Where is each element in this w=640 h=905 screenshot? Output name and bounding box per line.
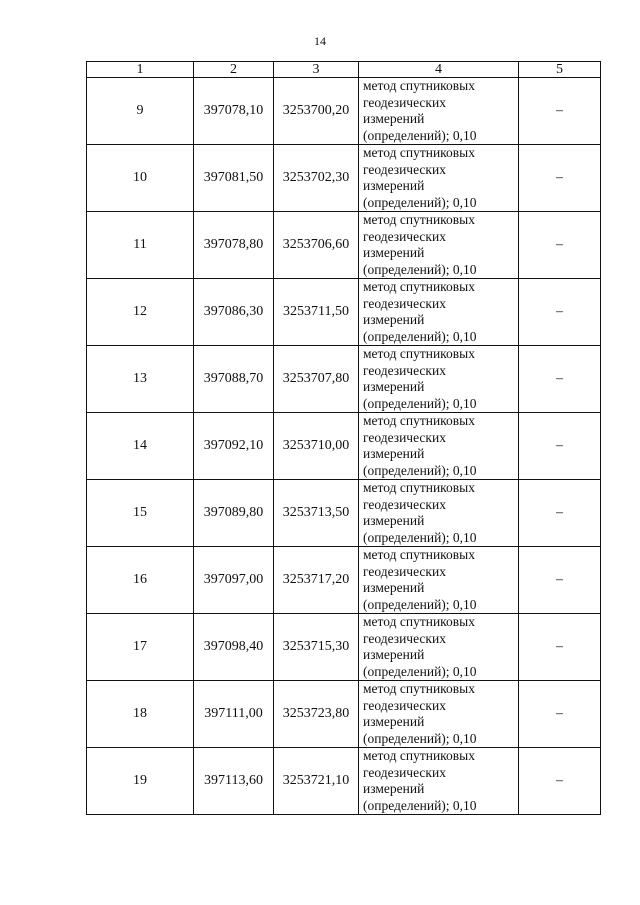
point-number-cell: 13 [87,346,194,413]
point-number-cell: 9 [87,78,194,145]
point-number-cell: 16 [87,547,194,614]
y-coordinate-cell: 3253715,30 [274,614,359,681]
y-coordinate-cell: 3253710,00 [274,413,359,480]
table-header-row [87,62,601,78]
table-row [87,78,601,145]
x-coordinate-cell: 397089,80 [194,480,274,547]
y-coordinate-cell: 3253713,50 [274,480,359,547]
y-coordinate-cell: 3253717,20 [274,547,359,614]
y-coordinate-cell: 3253706,60 [274,212,359,279]
point-number-cell: 12 [87,279,194,346]
point-number-cell: 18 [87,681,194,748]
note-cell: – [519,145,601,212]
y-coordinate-cell: 3253700,20 [274,78,359,145]
table-row [87,346,601,413]
y-coordinate-cell: 3253707,80 [274,346,359,413]
note-cell: – [519,748,601,815]
column-header-4: 4 [359,62,519,78]
y-coordinate-cell: 3253721,10 [274,748,359,815]
point-number-cell: 11 [87,212,194,279]
note-cell: – [519,681,601,748]
method-accuracy-cell: метод спутниковых геодезических измерений (определений); 0,10 [359,78,519,145]
column-header-2: 2 [194,62,274,78]
point-number-cell: 10 [87,145,194,212]
method-accuracy-cell: метод спутниковых геодезических измерений (определений); 0,10 [359,413,519,480]
x-coordinate-cell: 397078,80 [194,212,274,279]
table-row [87,748,601,815]
table-row [87,547,601,614]
table-row [87,681,601,748]
note-cell: – [519,346,601,413]
method-accuracy-cell: метод спутниковых геодезических измерений (определений); 0,10 [359,681,519,748]
column-header-1: 1 [87,62,194,78]
method-accuracy-cell: метод спутниковых геодезических измерений (определений); 0,10 [359,346,519,413]
method-accuracy-cell: метод спутниковых геодезических измерений (определений); 0,10 [359,145,519,212]
note-cell: – [519,614,601,681]
point-number-cell: 15 [87,480,194,547]
x-coordinate-cell: 397113,60 [194,748,274,815]
table-row [87,614,601,681]
x-coordinate-cell: 397098,40 [194,614,274,681]
x-coordinate-cell: 397111,00 [194,681,274,748]
table-row [87,413,601,480]
y-coordinate-cell: 3253702,30 [274,145,359,212]
table-row [87,212,601,279]
method-accuracy-cell: метод спутниковых геодезических измерений (определений); 0,10 [359,748,519,815]
method-accuracy-cell: метод спутниковых геодезических измерений (определений); 0,10 [359,212,519,279]
x-coordinate-cell: 397081,50 [194,145,274,212]
note-cell: – [519,480,601,547]
table-body [87,78,601,815]
method-accuracy-cell: метод спутниковых геодезических измерений (определений); 0,10 [359,279,519,346]
table-row [87,279,601,346]
x-coordinate-cell: 397086,30 [194,279,274,346]
note-cell: – [519,212,601,279]
method-accuracy-cell: метод спутниковых геодезических измерений (определений); 0,10 [359,480,519,547]
y-coordinate-cell: 3253711,50 [274,279,359,346]
note-cell: – [519,547,601,614]
coordinates-table [86,61,601,815]
note-cell: – [519,78,601,145]
column-header-5: 5 [519,62,601,78]
x-coordinate-cell: 397092,10 [194,413,274,480]
note-cell: – [519,279,601,346]
table-row [87,480,601,547]
y-coordinate-cell: 3253723,80 [274,681,359,748]
x-coordinate-cell: 397078,10 [194,78,274,145]
page-number: 14 [314,34,326,48]
method-accuracy-cell: метод спутниковых геодезических измерений (определений); 0,10 [359,614,519,681]
method-accuracy-cell: метод спутниковых геодезических измерений (определений); 0,10 [359,547,519,614]
point-number-cell: 19 [87,748,194,815]
point-number-cell: 14 [87,413,194,480]
point-number-cell: 17 [87,614,194,681]
x-coordinate-cell: 397097,00 [194,547,274,614]
table-row [87,145,601,212]
x-coordinate-cell: 397088,70 [194,346,274,413]
note-cell: – [519,413,601,480]
column-header-3: 3 [274,62,359,78]
